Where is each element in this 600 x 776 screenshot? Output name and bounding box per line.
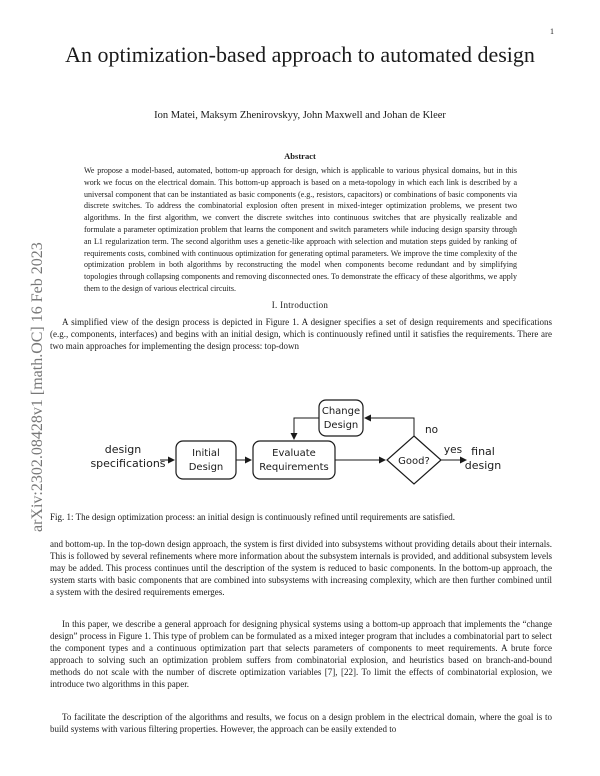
page-number: 1 — [550, 27, 554, 36]
output-label-line2: design — [464, 459, 502, 472]
author-list: Ion Matei, Maksym Zhenirovskyy, John Maxwell and Johan de Kleer — [154, 110, 446, 121]
change-design-label-line1: Change — [321, 406, 361, 417]
figure-caption: Fig. 1: The design optimization process: an initial design is continuously refined until requirements are satisfied. — [50, 512, 456, 522]
decision-label: Good? — [398, 456, 430, 467]
figure-input-label-line2: specifications — [90, 457, 166, 470]
evaluate-requirements-box — [253, 441, 335, 479]
initial-design-label-line2: Design — [188, 462, 224, 473]
initial-design-label-line1: Initial — [192, 448, 220, 459]
arrow-decision-to-change — [365, 418, 414, 436]
arxiv-identifier-stamp[interactable]: arXiv:2302.08428v1 [math.OC] 16 Feb 2023 — [29, 242, 46, 532]
intro-paragraph-3: In this paper, we describe a general approach for designing physical systems using a bottom-up approach that implements the “change design” process in Figure 1. This type of problem can be formulated as a mixed integer program that includes a combinatorial part to select the component types and a continuous optimization part that selects parameters of components to meet requirements. A brute force approach to solving such an optimization problem suffers from combinatorial explosion, and heuristics based on branch-and-bound methods do not scale with the number of discrete optimization variables [7], [22]. To limit the effects of combinatorial explosion, we introduce two algorithms in this paper. — [50, 619, 552, 689]
intro-paragraph-2: and bottom-up. In the top-down design approach, the system is first divided into subsystems without providing details about their internals. This is followed by several refinements where more information about the subsystem internals is provided, and additional subsystem levels may be added. This process continues until the description of the system is reduced to basic components. In the bottom-up approach, the system starts with basic components that are combined into subsystems with increasing complexity, which are then further combined until a system with the desired requirements emerges. — [50, 539, 552, 597]
section-heading-introduction: I. Introduction — [271, 300, 329, 310]
yes-label: yes — [443, 444, 463, 456]
intro-paragraph-1: A simplified view of the design process is depicted in Figure 1. A designer specifies a set of design requirements and specifications (e.g., components, interfaces) and begins with an initial design, which is continuously refined until it satisfies the requirements. There are two main approaches for implementing the design process: top-down — [50, 317, 552, 351]
output-label-line1: final — [471, 445, 495, 458]
change-design-label-line2: Design — [323, 420, 359, 431]
evaluate-label-line1: Evaluate — [272, 448, 316, 459]
evaluate-label-line2: Requirements — [259, 462, 329, 473]
initial-design-box — [176, 441, 236, 479]
intro-paragraph-4: To facilitate the description of the algorithms and results, we focus on a design problem in the electrical domain, where the goal is to build systems with various filtering properties. However, the approach can be easily extended to — [50, 712, 552, 734]
design-process-figure — [90, 396, 510, 504]
abstract-heading: Abstract — [284, 151, 316, 161]
abstract-text: We propose a model-based, automated, bottom-up approach for design, which is applicable to various physical domains, but in this work we focus on the electrical domain. This bottom-up approach is based on a meta-topology in which each link is described by a universal component that can be instantiated as basic components (e.g., resistors, capacitors) or combinations of basic components via discrete switches. To address the combinatorial explosion often present in mixed-integer optimization problems, we present two algorithms. In the first algorithm, we convert the discrete switches into continuous switches that are physically realizable and formulate a parameter optimization problem that learns the component and switch parameters while inducing design sparsity through an L1 regularization term. The second algorithm uses a genetic-like approach with selection and mutation steps guided by ranking of requirements costs, combined with continuous optimization for generating optimal parameters. We improve the time complexity of the optimization problem in both algorithms by reconstructing the model when components become redundant and by simplifying topologies through collapsing components and removing disconnected ones. To demonstrate the efficacy of these algorithms, we apply them to the design of various electrical circuits. — [84, 166, 517, 293]
paper-title: An optimization-based approach to automated design — [65, 42, 535, 67]
figure-input-label-line1: design — [104, 443, 142, 456]
no-label: no — [425, 424, 439, 436]
arrow-change-to-evaluate — [294, 418, 319, 439]
